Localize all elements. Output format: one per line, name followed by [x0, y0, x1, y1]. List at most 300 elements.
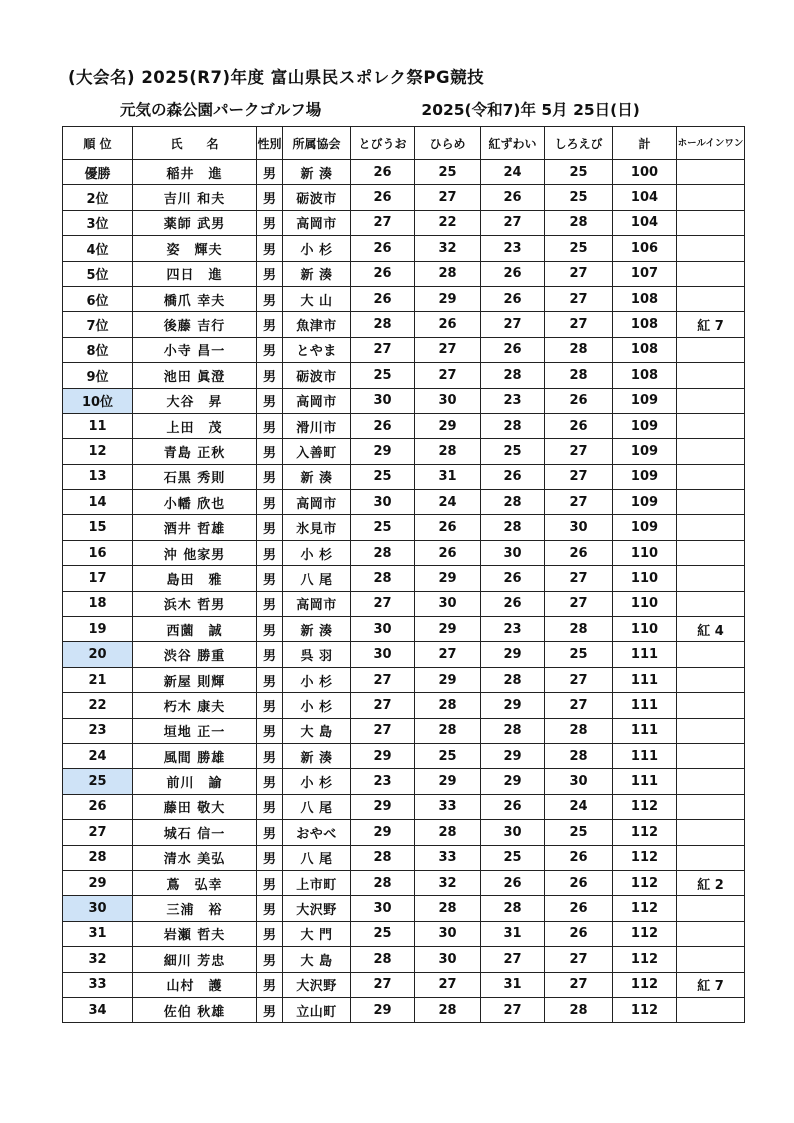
hirame-score-cell: 33	[415, 845, 481, 870]
shiroebi-score-cell: 27	[545, 261, 613, 286]
document-title: (大会名) 2025(R7)年度 富山県民スポレク祭PG競技	[68, 68, 485, 87]
shiroebi-score-cell: 25	[545, 642, 613, 667]
benizuwai-score-cell: 26	[481, 286, 545, 311]
shiroebi-score-cell: 27	[545, 972, 613, 997]
total-score-cell: 111	[613, 693, 677, 718]
tobiuo-score-cell: 27	[351, 718, 415, 743]
hole-in-one-cell	[677, 896, 745, 921]
rank-cell: 30	[63, 896, 133, 921]
tobiuo-score-cell: 27	[351, 210, 415, 235]
benizuwai-score-cell: 28	[481, 413, 545, 438]
benizuwai-score-cell: 31	[481, 972, 545, 997]
benizuwai-score-cell: 26	[481, 261, 545, 286]
shiroebi-score-cell: 26	[545, 870, 613, 895]
name-cell: 後藤 吉行	[133, 312, 257, 337]
table-row	[63, 337, 745, 362]
name-cell: 岩瀬 哲夫	[133, 921, 257, 946]
shiroebi-score-cell: 30	[545, 769, 613, 794]
hirame-score-cell: 29	[415, 769, 481, 794]
name-cell: 朽木 康夫	[133, 693, 257, 718]
name-cell: 石黒 秀則	[133, 464, 257, 489]
hole-in-one-cell: 紅 2	[677, 870, 745, 895]
rank-cell: 33	[63, 972, 133, 997]
col-header-rank: 順 位	[63, 127, 133, 160]
total-score-cell: 108	[613, 363, 677, 388]
hirame-score-cell: 22	[415, 210, 481, 235]
total-score-cell: 111	[613, 642, 677, 667]
association-cell: 砺波市	[283, 363, 351, 388]
rank-cell: 4位	[63, 236, 133, 261]
association-cell: 高岡市	[283, 591, 351, 616]
shiroebi-score-cell: 26	[545, 388, 613, 413]
tobiuo-score-cell: 30	[351, 388, 415, 413]
sex-cell: 男	[257, 185, 283, 210]
sex-cell: 男	[257, 236, 283, 261]
rank-cell: 22	[63, 693, 133, 718]
benizuwai-score-cell: 29	[481, 769, 545, 794]
shiroebi-score-cell: 27	[545, 591, 613, 616]
tobiuo-score-cell: 26	[351, 261, 415, 286]
benizuwai-score-cell: 27	[481, 997, 545, 1022]
benizuwai-score-cell: 26	[481, 591, 545, 616]
name-cell: 浜木 哲男	[133, 591, 257, 616]
table-row	[63, 743, 745, 768]
sex-cell: 男	[257, 642, 283, 667]
shiroebi-score-cell: 28	[545, 997, 613, 1022]
total-score-cell: 111	[613, 718, 677, 743]
name-cell: 三浦 裕	[133, 896, 257, 921]
sex-cell: 男	[257, 160, 283, 185]
benizuwai-score-cell: 31	[481, 921, 545, 946]
table-row	[63, 896, 745, 921]
table-row	[63, 185, 745, 210]
benizuwai-score-cell: 23	[481, 388, 545, 413]
association-cell: 小 杉	[283, 236, 351, 261]
shiroebi-score-cell: 26	[545, 845, 613, 870]
hirame-score-cell: 26	[415, 515, 481, 540]
benizuwai-score-cell: 24	[481, 160, 545, 185]
table-row	[63, 515, 745, 540]
hole-in-one-cell: 紅 7	[677, 312, 745, 337]
rank-cell: 3位	[63, 210, 133, 235]
sex-cell: 男	[257, 210, 283, 235]
hole-in-one-cell: 紅 4	[677, 617, 745, 642]
rank-cell: 21	[63, 667, 133, 692]
benizuwai-score-cell: 23	[481, 236, 545, 261]
table-row	[63, 413, 745, 438]
rank-cell: 25	[63, 769, 133, 794]
document-subtitle	[120, 98, 640, 120]
total-score-cell: 108	[613, 337, 677, 362]
sex-cell: 男	[257, 540, 283, 565]
tobiuo-score-cell: 28	[351, 870, 415, 895]
benizuwai-score-cell: 30	[481, 820, 545, 845]
hole-in-one-cell	[677, 210, 745, 235]
table-row	[63, 947, 745, 972]
rank-cell: 13	[63, 464, 133, 489]
sex-cell: 男	[257, 591, 283, 616]
benizuwai-score-cell: 26	[481, 566, 545, 591]
hirame-score-cell: 26	[415, 540, 481, 565]
table-row	[63, 693, 745, 718]
name-cell: 城石 信一	[133, 820, 257, 845]
association-cell: 大 門	[283, 921, 351, 946]
name-cell: 細川 芳忠	[133, 947, 257, 972]
association-cell: とやま	[283, 337, 351, 362]
name-cell: 蔦 弘幸	[133, 870, 257, 895]
tobiuo-score-cell: 25	[351, 464, 415, 489]
hirame-score-cell: 27	[415, 337, 481, 362]
total-score-cell: 111	[613, 667, 677, 692]
table-row	[63, 794, 745, 819]
hirame-score-cell: 30	[415, 947, 481, 972]
rank-cell: 5位	[63, 261, 133, 286]
name-cell: 池田 眞澄	[133, 363, 257, 388]
association-cell: 八 尾	[283, 794, 351, 819]
sex-cell: 男	[257, 845, 283, 870]
total-score-cell: 112	[613, 921, 677, 946]
table-row	[63, 845, 745, 870]
name-cell: 四日 進	[133, 261, 257, 286]
benizuwai-score-cell: 26	[481, 337, 545, 362]
hirame-score-cell: 29	[415, 286, 481, 311]
tobiuo-score-cell: 27	[351, 972, 415, 997]
table-row	[63, 769, 745, 794]
shiroebi-score-cell: 24	[545, 794, 613, 819]
col-header-shiroebi: しろえび	[545, 127, 613, 160]
rank-cell: 8位	[63, 337, 133, 362]
shiroebi-score-cell: 27	[545, 286, 613, 311]
total-score-cell: 104	[613, 210, 677, 235]
tobiuo-score-cell: 26	[351, 160, 415, 185]
sex-cell: 男	[257, 261, 283, 286]
hole-in-one-cell	[677, 236, 745, 261]
results-table	[62, 126, 745, 1023]
sex-cell: 男	[257, 464, 283, 489]
shiroebi-score-cell: 28	[545, 210, 613, 235]
name-cell: 青島 正秋	[133, 439, 257, 464]
col-header-name: 氏 名	[133, 127, 257, 160]
name-cell: 前川 諭	[133, 769, 257, 794]
tobiuo-score-cell: 26	[351, 236, 415, 261]
tobiuo-score-cell: 29	[351, 743, 415, 768]
col-header-tobiuo: とびうお	[351, 127, 415, 160]
name-cell: 垣地 正一	[133, 718, 257, 743]
shiroebi-score-cell: 28	[545, 617, 613, 642]
association-cell: 八 尾	[283, 845, 351, 870]
hole-in-one-cell	[677, 286, 745, 311]
benizuwai-score-cell: 26	[481, 870, 545, 895]
hole-in-one-cell	[677, 997, 745, 1022]
rank-cell: 11	[63, 413, 133, 438]
tobiuo-score-cell: 28	[351, 947, 415, 972]
name-cell: 小寺 昌一	[133, 337, 257, 362]
rank-cell: 9位	[63, 363, 133, 388]
hirame-score-cell: 30	[415, 921, 481, 946]
total-score-cell: 112	[613, 947, 677, 972]
shiroebi-score-cell: 25	[545, 185, 613, 210]
table-row	[63, 210, 745, 235]
total-score-cell: 112	[613, 794, 677, 819]
benizuwai-score-cell: 29	[481, 743, 545, 768]
total-score-cell: 110	[613, 566, 677, 591]
total-score-cell: 109	[613, 464, 677, 489]
shiroebi-score-cell: 26	[545, 896, 613, 921]
table-row	[63, 160, 745, 185]
hole-in-one-cell	[677, 642, 745, 667]
hirame-score-cell: 28	[415, 820, 481, 845]
hole-in-one-cell	[677, 820, 745, 845]
hole-in-one-cell	[677, 743, 745, 768]
association-cell: 新 湊	[283, 261, 351, 286]
name-cell: 上田 茂	[133, 413, 257, 438]
benizuwai-score-cell: 28	[481, 896, 545, 921]
hole-in-one-cell	[677, 667, 745, 692]
shiroebi-score-cell: 27	[545, 947, 613, 972]
total-score-cell: 108	[613, 286, 677, 311]
benizuwai-score-cell: 30	[481, 540, 545, 565]
results-body	[63, 160, 745, 1023]
association-cell: おやべ	[283, 820, 351, 845]
name-cell: 藤田 敬大	[133, 794, 257, 819]
hirame-score-cell: 27	[415, 185, 481, 210]
hirame-score-cell: 28	[415, 718, 481, 743]
name-cell: 小幡 欣也	[133, 490, 257, 515]
col-header-association: 所属協会	[283, 127, 351, 160]
sex-cell: 男	[257, 388, 283, 413]
sex-cell: 男	[257, 439, 283, 464]
hirame-score-cell: 32	[415, 870, 481, 895]
rank-cell: 7位	[63, 312, 133, 337]
rank-cell: 24	[63, 743, 133, 768]
table-row	[63, 820, 745, 845]
benizuwai-score-cell: 27	[481, 210, 545, 235]
table-row	[63, 236, 745, 261]
shiroebi-score-cell: 27	[545, 490, 613, 515]
table-row	[63, 261, 745, 286]
association-cell: 大 島	[283, 947, 351, 972]
benizuwai-score-cell: 23	[481, 617, 545, 642]
sex-cell: 男	[257, 769, 283, 794]
shiroebi-score-cell: 28	[545, 363, 613, 388]
sex-cell: 男	[257, 820, 283, 845]
sex-cell: 男	[257, 617, 283, 642]
name-cell: 清水 美弘	[133, 845, 257, 870]
total-score-cell: 108	[613, 312, 677, 337]
association-cell: 新 湊	[283, 160, 351, 185]
tobiuo-score-cell: 25	[351, 363, 415, 388]
shiroebi-score-cell: 25	[545, 160, 613, 185]
name-cell: 姿 輝夫	[133, 236, 257, 261]
shiroebi-score-cell: 26	[545, 540, 613, 565]
name-cell: 橋爪 幸夫	[133, 286, 257, 311]
total-score-cell: 107	[613, 261, 677, 286]
table-row	[63, 566, 745, 591]
table-row	[63, 591, 745, 616]
benizuwai-score-cell: 29	[481, 693, 545, 718]
association-cell: 入善町	[283, 439, 351, 464]
hole-in-one-cell	[677, 693, 745, 718]
hole-in-one-cell	[677, 794, 745, 819]
sex-cell: 男	[257, 896, 283, 921]
hole-in-one-cell	[677, 540, 745, 565]
hirame-score-cell: 30	[415, 388, 481, 413]
total-score-cell: 112	[613, 820, 677, 845]
tobiuo-score-cell: 23	[351, 769, 415, 794]
rank-cell: 29	[63, 870, 133, 895]
association-cell: 大沢野	[283, 972, 351, 997]
sex-cell: 男	[257, 413, 283, 438]
association-cell: 小 杉	[283, 769, 351, 794]
shiroebi-score-cell: 27	[545, 439, 613, 464]
shiroebi-score-cell: 26	[545, 413, 613, 438]
col-header-hirame: ひらめ	[415, 127, 481, 160]
rank-cell: 16	[63, 540, 133, 565]
rank-cell: 31	[63, 921, 133, 946]
tobiuo-score-cell: 27	[351, 591, 415, 616]
benizuwai-score-cell: 28	[481, 363, 545, 388]
shiroebi-score-cell: 27	[545, 566, 613, 591]
table-row	[63, 972, 745, 997]
shiroebi-score-cell: 27	[545, 312, 613, 337]
benizuwai-score-cell: 27	[481, 312, 545, 337]
sex-cell: 男	[257, 947, 283, 972]
total-score-cell: 111	[613, 769, 677, 794]
event-date: 2025(令和7)年 5月 25日(日)	[421, 101, 640, 119]
hole-in-one-cell	[677, 363, 745, 388]
shiroebi-score-cell: 25	[545, 820, 613, 845]
benizuwai-score-cell: 28	[481, 667, 545, 692]
association-cell: 立山町	[283, 997, 351, 1022]
association-cell: 氷見市	[283, 515, 351, 540]
rank-cell: 32	[63, 947, 133, 972]
tobiuo-score-cell: 28	[351, 845, 415, 870]
association-cell: 小 杉	[283, 667, 351, 692]
shiroebi-score-cell: 27	[545, 693, 613, 718]
hirame-score-cell: 33	[415, 794, 481, 819]
hole-in-one-cell	[677, 718, 745, 743]
total-score-cell: 109	[613, 388, 677, 413]
rank-cell: 27	[63, 820, 133, 845]
col-header-benizuwai: 紅ずわい	[481, 127, 545, 160]
table-row	[63, 363, 745, 388]
name-cell: 吉川 和夫	[133, 185, 257, 210]
hirame-score-cell: 28	[415, 693, 481, 718]
sex-cell: 男	[257, 972, 283, 997]
sex-cell: 男	[257, 693, 283, 718]
benizuwai-score-cell: 29	[481, 642, 545, 667]
tobiuo-score-cell: 26	[351, 286, 415, 311]
hirame-score-cell: 32	[415, 236, 481, 261]
col-header-sex: 性別	[257, 127, 283, 160]
table-row	[63, 490, 745, 515]
total-score-cell: 112	[613, 845, 677, 870]
rank-cell: 20	[63, 642, 133, 667]
tobiuo-score-cell: 28	[351, 312, 415, 337]
tobiuo-score-cell: 27	[351, 667, 415, 692]
name-cell: 風間 勝雄	[133, 743, 257, 768]
col-header-total: 計	[613, 127, 677, 160]
table-row	[63, 540, 745, 565]
rank-cell: 優勝	[63, 160, 133, 185]
sex-cell: 男	[257, 794, 283, 819]
rank-cell: 15	[63, 515, 133, 540]
rank-cell: 19	[63, 617, 133, 642]
hole-in-one-cell	[677, 439, 745, 464]
venue-name: 元気の森公園パークゴルフ場	[120, 101, 322, 119]
name-cell: 薬師 武男	[133, 210, 257, 235]
sex-cell: 男	[257, 515, 283, 540]
total-score-cell: 112	[613, 972, 677, 997]
hirame-score-cell: 29	[415, 566, 481, 591]
hole-in-one-cell	[677, 413, 745, 438]
rank-cell: 28	[63, 845, 133, 870]
association-cell: 新 湊	[283, 617, 351, 642]
association-cell: 滑川市	[283, 413, 351, 438]
tobiuo-score-cell: 29	[351, 820, 415, 845]
hirame-score-cell: 31	[415, 464, 481, 489]
sex-cell: 男	[257, 490, 283, 515]
total-score-cell: 106	[613, 236, 677, 261]
association-cell: 高岡市	[283, 210, 351, 235]
name-cell: 新屋 則輝	[133, 667, 257, 692]
tobiuo-score-cell: 25	[351, 921, 415, 946]
sex-cell: 男	[257, 743, 283, 768]
rank-cell: 34	[63, 997, 133, 1022]
tobiuo-score-cell: 28	[351, 540, 415, 565]
association-cell: 高岡市	[283, 490, 351, 515]
benizuwai-score-cell: 26	[481, 794, 545, 819]
table-row	[63, 439, 745, 464]
table-row	[63, 388, 745, 413]
sex-cell: 男	[257, 870, 283, 895]
association-cell: 上市町	[283, 870, 351, 895]
tobiuo-score-cell: 26	[351, 413, 415, 438]
association-cell: 小 杉	[283, 540, 351, 565]
total-score-cell: 110	[613, 540, 677, 565]
name-cell: 西薗 誠	[133, 617, 257, 642]
hole-in-one-cell	[677, 464, 745, 489]
total-score-cell: 104	[613, 185, 677, 210]
benizuwai-score-cell: 28	[481, 490, 545, 515]
rank-cell: 10位	[63, 388, 133, 413]
table-row	[63, 921, 745, 946]
hirame-score-cell: 29	[415, 413, 481, 438]
tobiuo-score-cell: 29	[351, 439, 415, 464]
shiroebi-score-cell: 25	[545, 236, 613, 261]
name-cell: 島田 雅	[133, 566, 257, 591]
hole-in-one-cell	[677, 261, 745, 286]
table-row	[63, 286, 745, 311]
shiroebi-score-cell: 28	[545, 743, 613, 768]
association-cell: 小 杉	[283, 693, 351, 718]
hole-in-one-cell	[677, 921, 745, 946]
name-cell: 沖 他家男	[133, 540, 257, 565]
association-cell: 砺波市	[283, 185, 351, 210]
hole-in-one-cell: 紅 7	[677, 972, 745, 997]
rank-cell: 26	[63, 794, 133, 819]
total-score-cell: 110	[613, 591, 677, 616]
shiroebi-score-cell: 27	[545, 464, 613, 489]
association-cell: 大 島	[283, 718, 351, 743]
benizuwai-score-cell: 25	[481, 845, 545, 870]
benizuwai-score-cell: 28	[481, 515, 545, 540]
total-score-cell: 112	[613, 870, 677, 895]
hirame-score-cell: 29	[415, 667, 481, 692]
total-score-cell: 109	[613, 439, 677, 464]
shiroebi-score-cell: 30	[545, 515, 613, 540]
sex-cell: 男	[257, 337, 283, 362]
